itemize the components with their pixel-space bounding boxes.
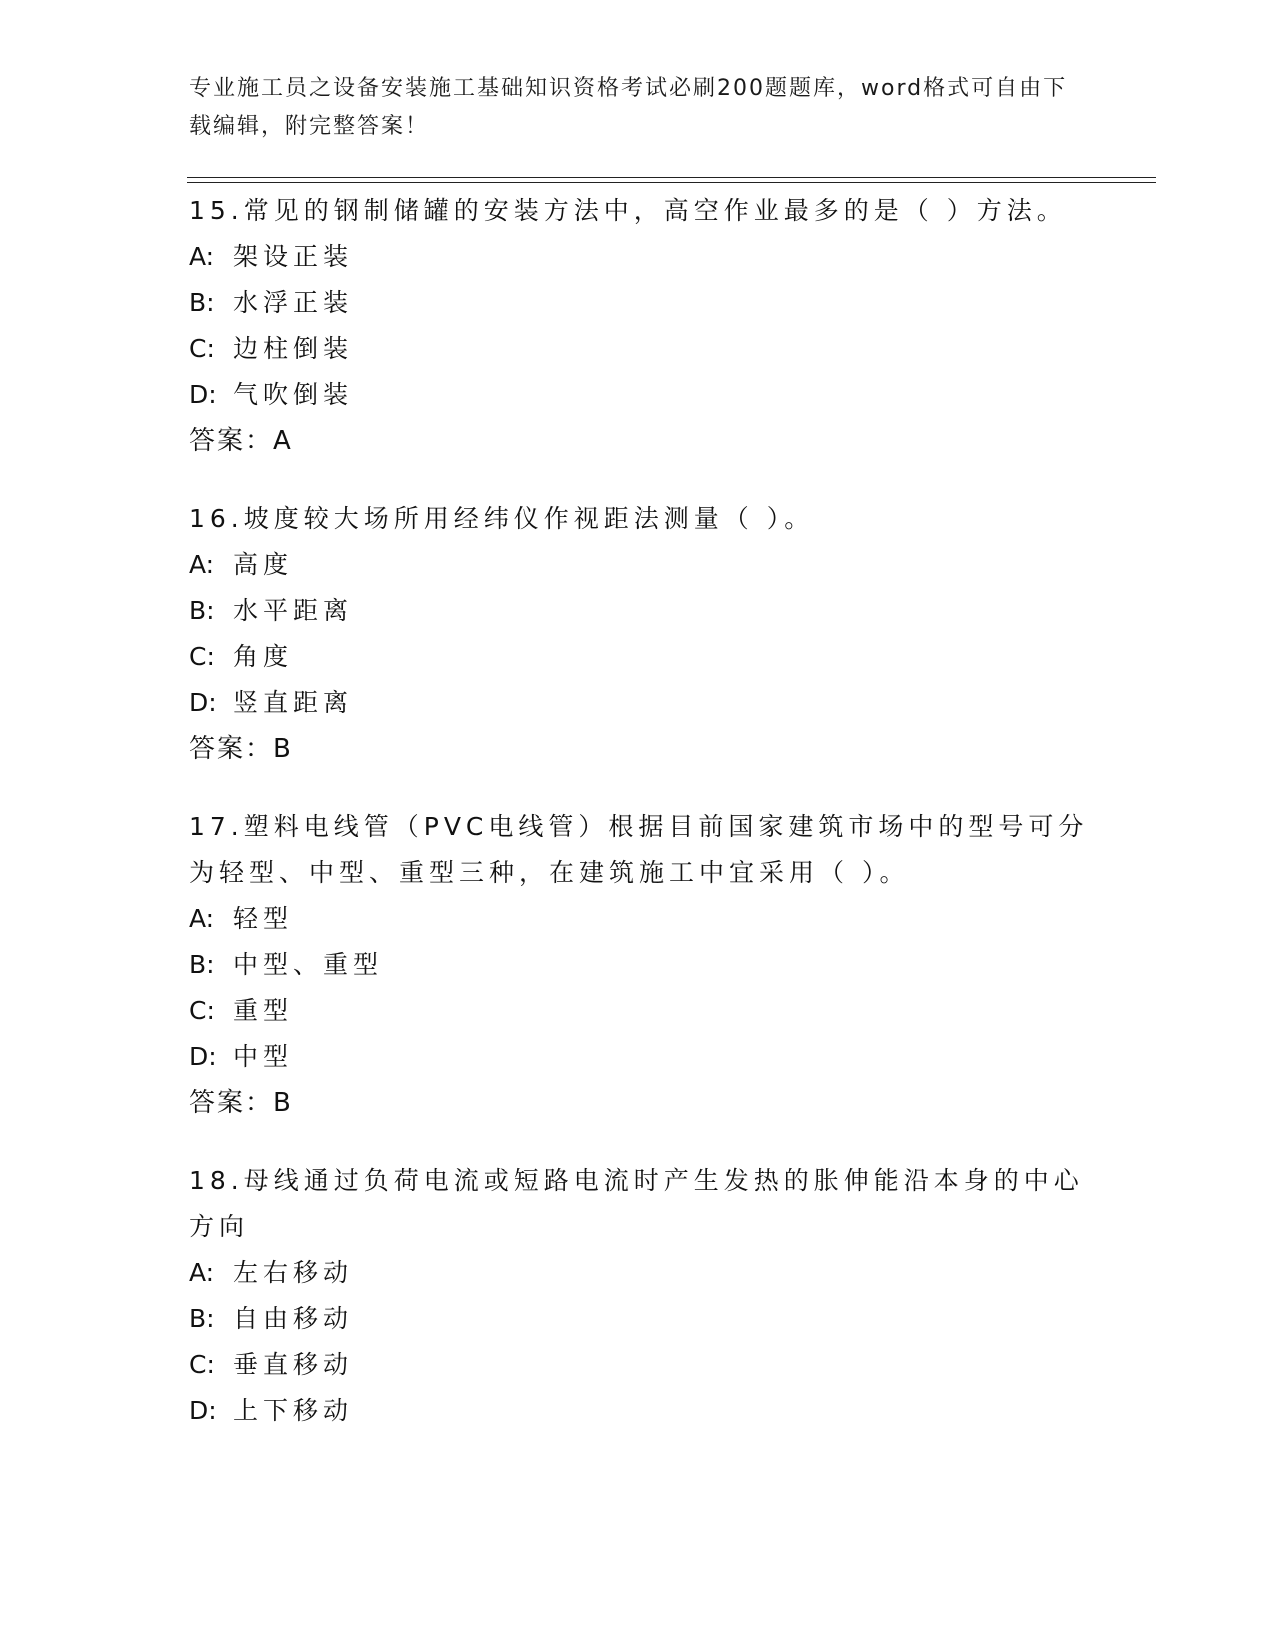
option-label: C: bbox=[189, 996, 215, 1025]
option-b bbox=[189, 1296, 1089, 1342]
answer-value: A bbox=[273, 426, 293, 456]
option-d bbox=[189, 680, 1089, 726]
option-d bbox=[189, 372, 1089, 418]
option-b bbox=[189, 280, 1089, 326]
question-stem: 18.母线通过负荷电流或短路电流时产生发热的胀伸能沿本身的中心方向 bbox=[189, 1166, 1084, 1241]
option-text: 竖直距离 bbox=[233, 688, 354, 717]
option-a bbox=[189, 1250, 1089, 1296]
answer-label: 答案： bbox=[189, 426, 274, 456]
option-label: B: bbox=[189, 950, 215, 979]
answer-value: B bbox=[273, 1088, 293, 1118]
option-a bbox=[189, 234, 1089, 280]
question-15 bbox=[189, 188, 1089, 464]
option-text: 垂直移动 bbox=[233, 1350, 354, 1379]
option-label: A: bbox=[189, 1258, 215, 1287]
question-18 bbox=[189, 1158, 1089, 1434]
option-label: C: bbox=[189, 334, 215, 363]
option-label: C: bbox=[189, 1350, 215, 1379]
option-label: A: bbox=[189, 242, 215, 271]
option-d bbox=[189, 1388, 1089, 1434]
option-text: 重型 bbox=[233, 996, 294, 1025]
option-c bbox=[189, 1342, 1089, 1388]
header-divider-bottom bbox=[187, 182, 1156, 183]
option-text: 水平距离 bbox=[233, 596, 354, 625]
question-17 bbox=[189, 804, 1089, 1126]
option-b bbox=[189, 588, 1089, 634]
option-text: 中型 bbox=[233, 1042, 294, 1071]
answer-label: 答案： bbox=[189, 734, 274, 764]
option-c bbox=[189, 326, 1089, 372]
option-d bbox=[189, 1034, 1089, 1080]
option-label: B: bbox=[189, 1304, 215, 1333]
option-label: D: bbox=[189, 688, 217, 717]
option-text: 边柱倒装 bbox=[233, 334, 354, 363]
answer-label: 答案： bbox=[189, 1088, 274, 1118]
option-text: 水浮正装 bbox=[233, 288, 354, 317]
option-label: A: bbox=[189, 550, 215, 579]
option-c bbox=[189, 634, 1089, 680]
option-a bbox=[189, 542, 1089, 588]
answer-value: B bbox=[273, 734, 293, 764]
option-text: 自由移动 bbox=[233, 1304, 354, 1333]
option-text: 轻型 bbox=[233, 904, 294, 933]
option-label: D: bbox=[189, 1396, 217, 1425]
answer-line bbox=[189, 1080, 1089, 1126]
option-label: C: bbox=[189, 642, 215, 671]
question-list bbox=[189, 188, 1089, 1466]
option-text: 中型、重型 bbox=[233, 950, 384, 979]
option-a bbox=[189, 896, 1089, 942]
option-label: D: bbox=[189, 1042, 217, 1071]
option-c bbox=[189, 988, 1089, 1034]
question-stem: 17.塑料电线管（PVC电线管）根据目前国家建筑市场中的型号可分为轻型、中型、重型三种，在建筑施工中宜采用（ ）。 bbox=[189, 812, 1089, 887]
option-text: 左右移动 bbox=[233, 1258, 354, 1287]
document-header: 专业施工员之设备安装施工基础知识资格考试必刷200题题库，word格式可自由下载编辑，附完整答案！ bbox=[189, 76, 1068, 139]
answer-line bbox=[189, 418, 1089, 464]
answer-line bbox=[189, 726, 1089, 772]
option-label: D: bbox=[189, 380, 217, 409]
header-divider-top bbox=[187, 177, 1156, 178]
option-text: 角度 bbox=[233, 642, 294, 671]
question-16 bbox=[189, 496, 1089, 772]
option-label: B: bbox=[189, 596, 215, 625]
option-text: 气吹倒装 bbox=[233, 380, 354, 409]
option-b bbox=[189, 942, 1089, 988]
option-text: 高度 bbox=[233, 550, 294, 579]
question-stem: 15.常见的钢制储罐的安装方法中，高空作业最多的是（ ）方法。 bbox=[189, 196, 1067, 225]
option-text: 上下移动 bbox=[233, 1396, 354, 1425]
question-stem: 16.坡度较大场所用经纬仪作视距法测量（ ）。 bbox=[189, 504, 815, 533]
option-text: 架设正装 bbox=[233, 242, 354, 271]
option-label: B: bbox=[189, 288, 215, 317]
option-label: A: bbox=[189, 904, 215, 933]
